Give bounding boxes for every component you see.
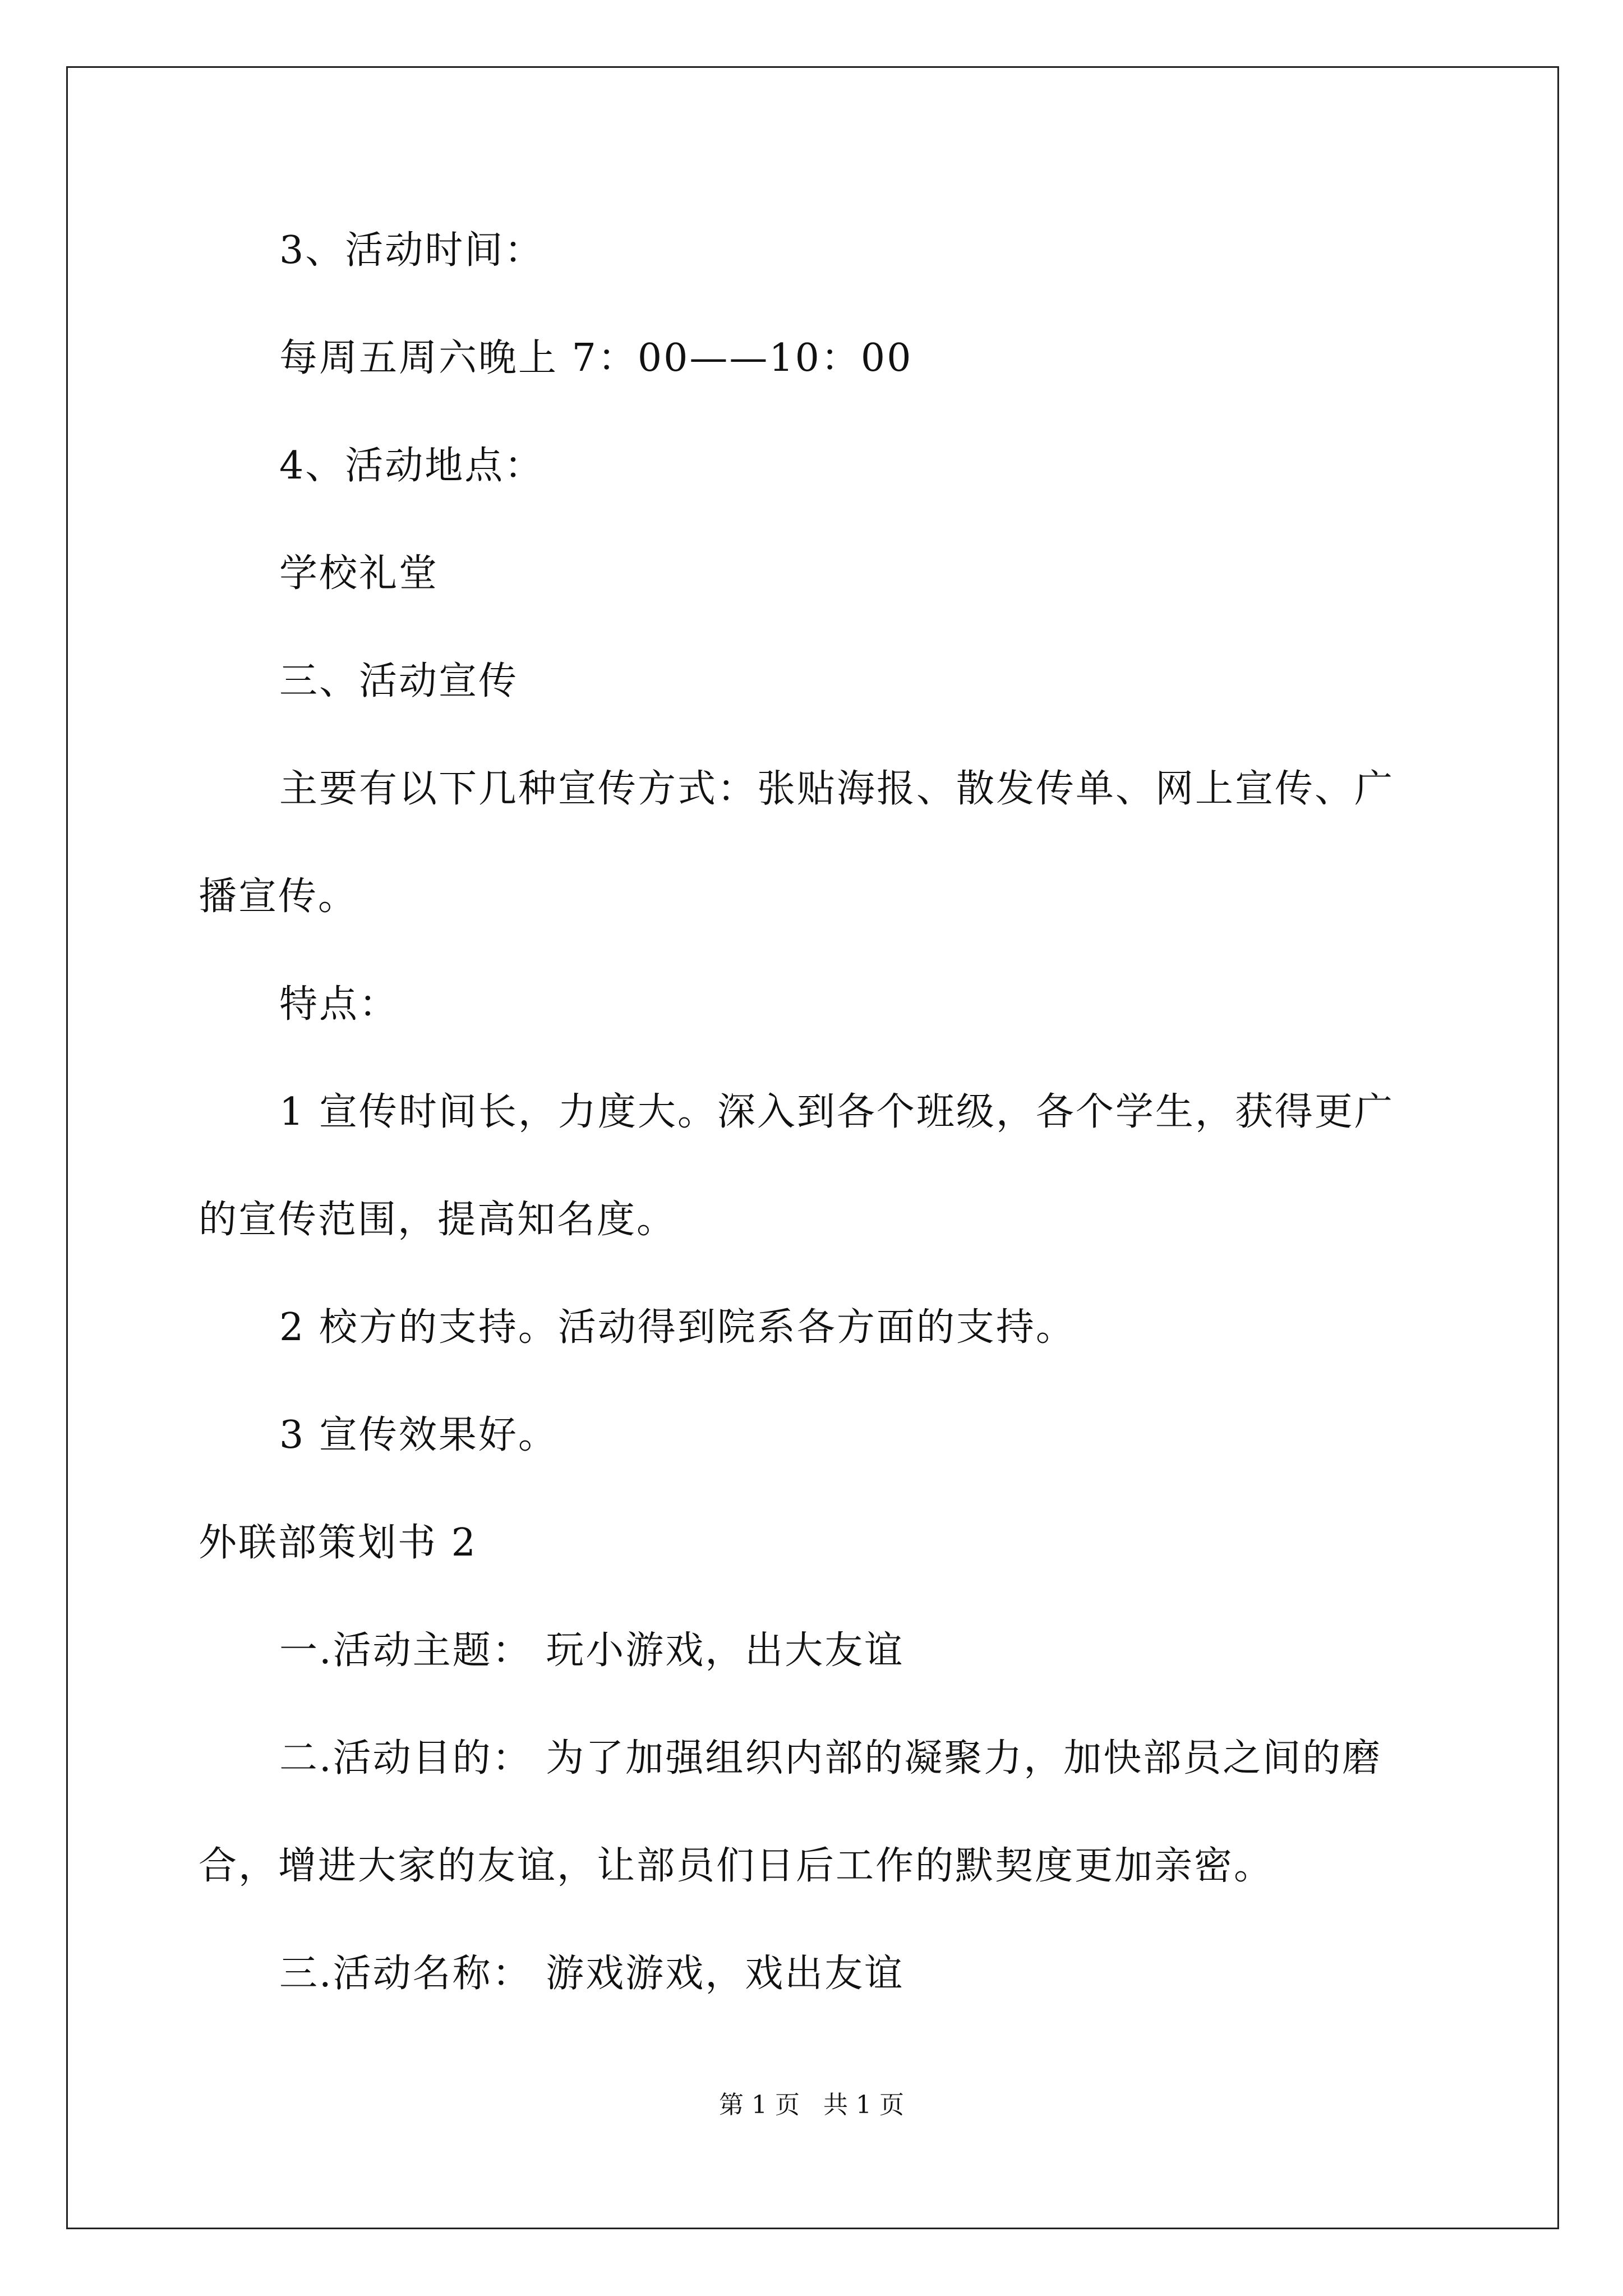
document-title: 外联部策划书 2 (199, 1521, 477, 1565)
page-footer (0, 2090, 1623, 2121)
text-line: 播宣传。 (199, 875, 358, 919)
text-line: 的宣传范围，提高知名度。 (199, 1198, 677, 1242)
text-line: 二.活动目的： 为了加强组织内部的凝聚力，加快部员之间的磨 (279, 1736, 1382, 1780)
text-line: 三.活动名称： 游戏游戏，戏出友谊 (279, 1952, 905, 1996)
text-line: 每周五周六晚上 7：00——10：00 (279, 336, 913, 380)
text-line: 一.活动主题： 玩小游戏，出大友谊 (279, 1628, 905, 1673)
text-line: 1 宣传时间长，力度大。深入到各个班级，各个学生，获得更广 (279, 1090, 1394, 1134)
text-line: 4、活动地点： (279, 444, 545, 488)
text-line: 主要有以下几种宣传方式：张贴海报、散发传单、网上宣传、广 (279, 767, 1395, 811)
section-heading: 三、活动宣传 (279, 659, 519, 703)
text-line: 3、活动时间： (279, 228, 545, 273)
text-line: 2 校方的支持。活动得到院系各方面的支持。 (279, 1305, 1076, 1350)
text-line: 学校礼堂 (279, 551, 439, 596)
page-border (66, 66, 1559, 2229)
text-line: 合，增进大家的友谊，让部员们日后工作的默契度更加亲密。 (199, 1844, 1274, 1888)
page-total: 共 1 页 (823, 2091, 904, 2119)
text-line: 3 宣传效果好。 (279, 1413, 558, 1457)
text-line: 特点： (279, 982, 399, 1027)
page-number: 第 1 页 (719, 2091, 800, 2119)
